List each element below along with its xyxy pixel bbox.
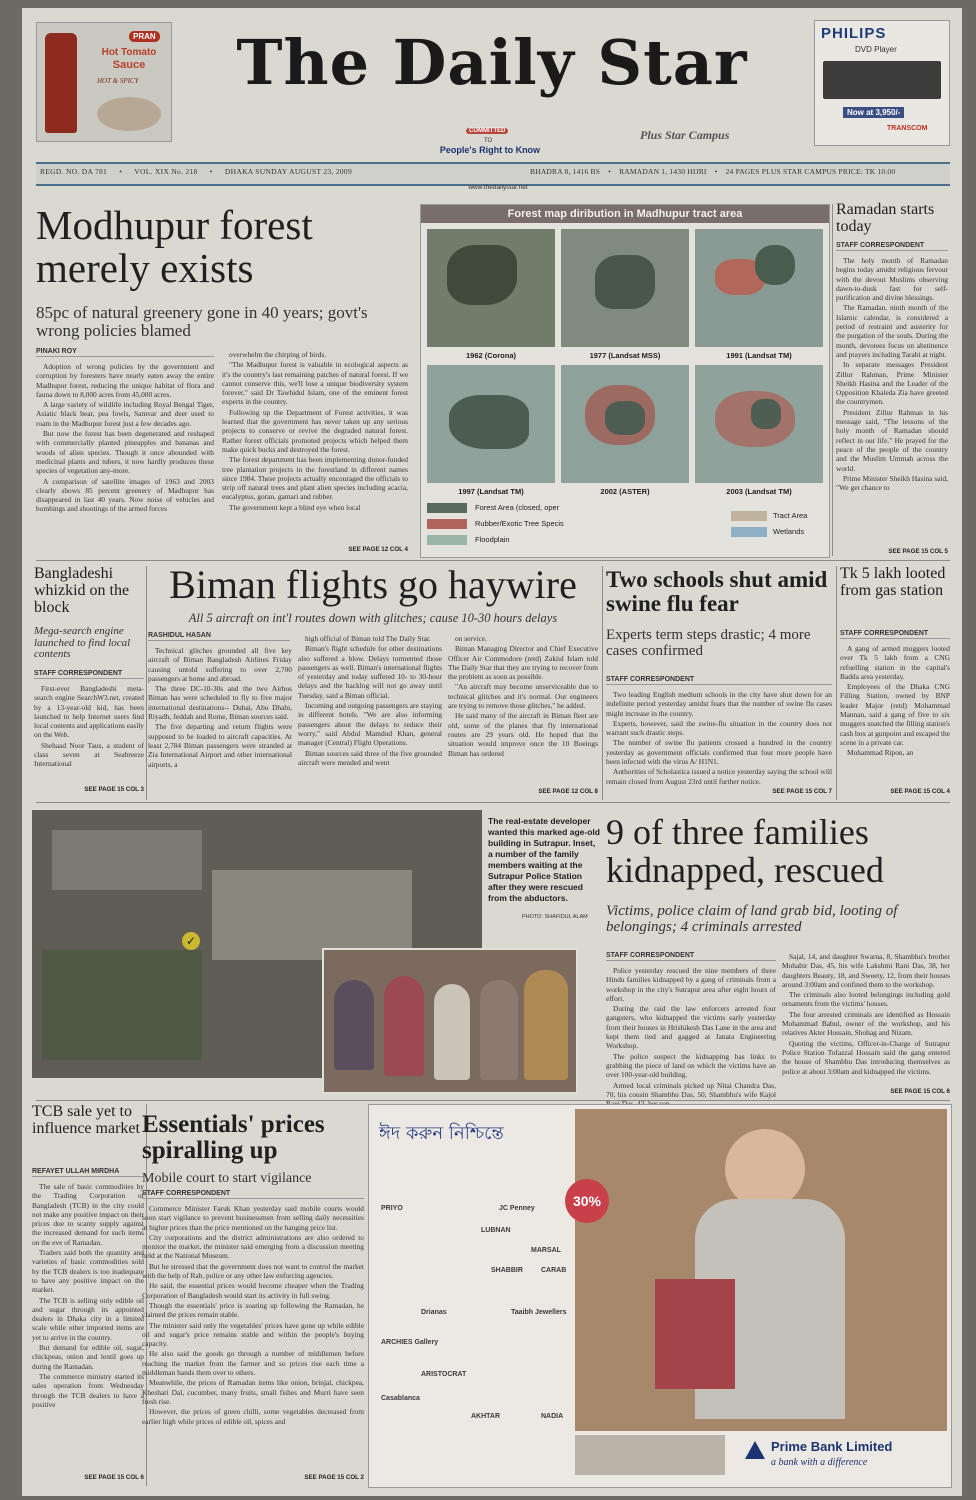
kidnap-jump-link[interactable]: SEE PAGE 15 COL 6: [890, 1088, 950, 1095]
lead-paragraph: A comparison of satellite images of 1963 and 2003 clearly shows 85 percent greenery of Madhupur has disappeared in last 40 years. Now noise of vehicles and bombings and shootings of the armed forces: [36, 476, 214, 514]
dvd-player-image: [823, 61, 941, 99]
essentials-paragraph: The minister said only the vegetables' prices have gone up while edible oil and sugar's price remains stable and within the people's buying capacity.: [142, 1320, 364, 1349]
tk5-paragraph: A gang of armed muggers looted over Tk 5 lakh from a CNG refuelling station in the capital's Badda area yesterday.: [840, 644, 950, 681]
photo-credit: PHOTO: SHAFIDUL ALAM: [522, 914, 588, 920]
ad-bangla-headline: ঈদ করুন নিশ্চিন্তে: [379, 1123, 504, 1144]
ramadan-body: [836, 256, 948, 546]
brand-logo: CARAB: [541, 1267, 567, 1274]
column-divider: [836, 566, 837, 800]
lead-paragraph: A large variety of wildlife including Royal Bengal Tiger, Asiatic black bear, pea fowls, Samvar and deer used to roam in the Madhupur forest just a few decades ago.: [36, 400, 214, 428]
lead-jump-link[interactable]: SEE PAGE 12 COL 4: [348, 546, 408, 553]
lead-paragraph: Following up the Department of Forest activities, it was learned that the government has never taken up any serious projects to conserve or revive the degraded natural forest. Rather forest officials promoted projects which helped them make quick bucks and destroyed the forest.: [222, 407, 408, 454]
check-mark-icon: ✓: [182, 932, 200, 950]
whizkid-subhead: Mega-search engine launched to find local contents: [34, 625, 131, 661]
kidnap-paragraph: Quoting the victims, Officer-in-Charge of Sutrapur Police Station Tofazzal Hossain said the gang entered the house of Shambhu Das introducing themselves as police at about 3:00am and kidnapped the victims.: [782, 1038, 950, 1076]
kidnap-paragraph: The criminals also looted belongings including gold ornaments from the victims' houses.: [782, 990, 950, 1009]
essentials-paragraph: Though the essentials' price is soaring up following the Ramadan, he claimed the prices remain stable.: [142, 1300, 364, 1320]
tcb-byline: REFAYET ULLAH MIRDHA: [32, 1168, 144, 1177]
slogan-text: People's Right to Know: [439, 145, 541, 155]
prime-bank-ad: [368, 1104, 952, 1488]
prime-bank-logo-icon: [745, 1441, 765, 1459]
biman-column-2: [298, 634, 442, 788]
card-strip-image: [575, 1435, 725, 1475]
lead-paragraph: "The Madhupur forest is valuable in ecological aspects as it's the country's last remaining patches of natural forest. If we cannot conserve this, we'll lose a unique biodiversity system forever," said Dr Tawhidul Islam, one of the eminent forest experts in the country.: [222, 360, 408, 407]
biman-jump-link[interactable]: SEE PAGE 12 COL 8: [538, 788, 598, 795]
biman-paragraph: Technical glitches grounded all five key aircraft of Biman Bangladesh Airlines Friday causing untold suffering to over 2,700 passengers at home and abroad.: [148, 646, 292, 683]
biman-paragraph: Incoming and outgoing passengers are staying in different hotels. "We are also informing passengers about the delays to reduce their worry," said Abdul Mamdud Khan, general manager (Central) Flight Operations.: [298, 701, 442, 748]
legend-swatch-floodplain: [427, 535, 467, 545]
tk5-paragraph: Mohammad Ripon, an: [847, 748, 914, 758]
legend-label: Tract Area: [773, 511, 808, 520]
whizkid-byline: STAFF CORRESPONDENT: [34, 670, 144, 679]
whizkid-headline[interactable]: Bangladeshi whizkid on the block: [34, 565, 130, 616]
map-caption: 2003 (Landsat TM): [726, 487, 792, 496]
lead-paragraph: But now the forest has been degenerated and reshaped with commercially planted pineapples and bananas and woods of alien species. Though it once abounded with medicinal plants and tubers, it now hardly produces these species of vegetation any-more.: [36, 429, 214, 476]
biman-paragraph: high official of Biman told The Daily Star.: [305, 634, 431, 643]
essentials-byline: STAFF CORRESPONDENT: [142, 1190, 364, 1199]
map-panel-1991: [695, 229, 823, 347]
bank-name: Prime Bank Limited: [771, 1439, 893, 1454]
pran-logo: PRAN: [129, 31, 160, 42]
biman-subhead: All 5 aircraft on int'l routes down with glitches; cause 10-30 hours delays: [188, 611, 558, 625]
essentials-paragraph: Meanwhile, the prices of Ramadan items like onion, brinjal, chickpea, Kheshari Dal, cucumber, many fruits, small fishes and Murri have seen fresh rise.: [142, 1378, 364, 1406]
map-caption: 1997 (Landsat TM): [458, 487, 524, 496]
lead-headline[interactable]: Modhupur forest merely exists: [36, 202, 313, 292]
tcb-paragraph: Traders said both the quantity and varieties of basic commodities sold by the TCB dealers is too inadequate to have any positive impact on the market.: [32, 1248, 144, 1295]
section-divider: [36, 802, 950, 803]
tcb-paragraph: The sale of basic commodities by the Trading Corporation of Bangladesh (TCB) in the city could not make any positive impact on their prices due to scanty supply against the increased demand for such items on the eve of Ramadan.: [32, 1182, 144, 1247]
tcb-paragraph: But demand for edible oil, sugar, chickpeas, onion and lentil goes up during the Ramadan.: [32, 1343, 144, 1371]
brand-logo-grid: [381, 1205, 571, 1445]
brand-logo: Casablanca: [381, 1395, 420, 1402]
biman-paragraph: The five departing and return flights were supposed to be loaded to aircraft capacities. At least 2,784 Biman passengers were stranded at Zia International Airport and other international airports, a: [148, 722, 292, 769]
lead-paragraph: The government kept a blind eye when local: [229, 502, 361, 512]
masthead-info-bar: [36, 162, 950, 186]
philips-dvd-ad: [814, 20, 950, 146]
lead-byline: PINAKI ROY: [36, 348, 214, 357]
legend-swatch-wetlands: [731, 527, 767, 537]
biman-paragraph: Biman Managing Director and Chief Executive Officer Air Commodore (retd) Zakiul Islam told The Daily Star that they are trying to recover from the problem as soon as possible.: [448, 644, 598, 682]
lead-paragraph: Adoption of wrong policies by the government and corruption by foresters have nearly eaten away the entire Madhupur forest, reducing the unique habitat of flora and fauna down to 8,000 acres from 45,000 acres.: [36, 362, 214, 399]
bangla-date: BHADRA 8, 1416 BS: [530, 167, 601, 176]
legend-label: Rubber/Exotic Tree Specis: [475, 519, 564, 528]
slogan-committed: COMMITTED: [466, 128, 508, 134]
legend-swatch-tract: [731, 511, 767, 521]
tcb-paragraph: The TCB is selling only edible oil and sugar through its appointed dealers in Dhaka city in a limited scale while other imported items are yet to arrive in the country.: [32, 1295, 144, 1342]
map-caption: 1962 (Corona): [465, 351, 516, 360]
photo-caption: The real-estate developer wanted this marked age-old building in Sutrapur. Inset, a number of the family members waiting at the Sutrapur Police Station after they were rescued from the abductors.: [488, 816, 600, 903]
ad-tagline: HOT & SPICY: [97, 77, 139, 85]
ad-product-line2: Sauce: [112, 59, 146, 71]
website-link[interactable]: www.thedailystar.net: [468, 184, 528, 191]
biman-paragraph: "An aircraft may become unserviceable due to technical glitches and it's normal. Our engineers are trying to remove those glitches," he added.: [448, 682, 598, 711]
kidnap-paragraph: The four arrested criminals are identified as Hossain Mohammad Babul, owner of the workshop, and his relatives Akter Hossain, Shohag and Nizam.: [782, 1009, 950, 1038]
brand-logo: ARISTOCRAT: [421, 1371, 467, 1378]
section-divider: [36, 1100, 950, 1101]
biman-paragraph: The three DC-10-30s and the two Airbus Biman has were scheduled to fly to five major international destinations-- Dubai, Abu Dhabi, Riyadh, Jeddah and Rome, Biman sources said.: [148, 684, 292, 722]
brand-logo: PRIYO: [381, 1205, 403, 1212]
brand-logo: SHABBIR: [491, 1267, 523, 1274]
schools-body: [606, 690, 832, 786]
map-caption: 2002 (ASTER): [600, 487, 650, 496]
essentials-paragraph: But he stressed that the government does not want to control the market with the help of Rab, police or any other law enforcing agencies.: [142, 1261, 364, 1281]
legend-swatch-forest: [427, 503, 467, 513]
kidnap-column-2: [782, 952, 950, 1086]
legend-label: Forest Area (closed, oper: [475, 503, 560, 512]
ramadan-jump-link[interactable]: SEE PAGE 15 COL 5: [888, 548, 948, 555]
biman-column-1: [148, 646, 292, 788]
column-divider: [832, 204, 833, 556]
whizkid-paragraph: First-ever Bangladeshi meta-search engine SearchW3.net, created by a 13-year-old kid, has been launched to help Internet users find local contents and applications easily on the Web.: [34, 684, 145, 740]
biman-headline[interactable]: Biman flights go haywire: [169, 562, 577, 607]
schools-paragraph: Authorities of Scholastica issued a notice yesterday saying the school will remain closed from August 23rd until further notice.: [606, 767, 832, 786]
masthead-title: The Daily Star: [236, 26, 748, 99]
kidnap-paragraph: The police suspect the kidnapping has links to grabbing the piece of land on which the victims have an over 100-year-old building.: [606, 1051, 776, 1080]
map-panel-1997: [427, 365, 555, 483]
biman-column-3: [448, 634, 598, 788]
schools-jump-link[interactable]: SEE PAGE 15 COL 7: [772, 788, 832, 795]
forest-map-graphic: [420, 204, 830, 558]
schools-paragraph: Experts, however, said the swine-flu situation in the country does not warrant such drastic steps.: [606, 718, 832, 738]
ad-product-line1: Hot Tomato: [101, 47, 157, 58]
whizkid-body: [34, 684, 144, 784]
schools-subhead: Experts term steps drastic; 4 more cases confirmed: [606, 627, 811, 659]
tk5-jump-link[interactable]: SEE PAGE 15 COL 4: [890, 788, 950, 795]
legend-label: Wetlands: [773, 527, 805, 536]
ramadan-paragraph: President Zillur Rahman in his message said, "The lessons of the holy month of Ramadan should reflect in our life." He prayed for the peace of the people of the country and the Muslim Ummah across the world.: [836, 407, 948, 473]
essentials-paragraph: City corporations and the district administrations are also ordered to monitor the market, the minister said emerging from a discussion meeting held at the National Museum.: [142, 1232, 364, 1261]
family-inset-photo: [322, 948, 578, 1094]
brand-logo: AKHTAR: [471, 1413, 501, 1420]
newspaper-page: [22, 8, 962, 1496]
legend-label: Floodplain: [475, 535, 510, 544]
brand-logo: MARSAL: [531, 1247, 561, 1254]
map-caption: 1991 (Landsat TM): [726, 351, 792, 360]
map-panel-1977: [561, 229, 689, 347]
kidnap-subhead: Victims, police claim of land grab bid, looting of belongings; 4 criminals arrested: [606, 903, 898, 935]
schools-paragraph: The number of swine flu patients crossed a hundred in the country yesterday as government officials confirmed that four more people have been infected with the virus A/ H1N1.: [606, 738, 832, 767]
shopping-woman-photo: [575, 1109, 947, 1431]
lead-paragraph: overwhelm the chirping of birds.: [229, 350, 327, 359]
volume-number: VOL. XIX No. 218: [134, 167, 198, 176]
tcb-headline[interactable]: TCB sale yet to influence market: [32, 1103, 140, 1137]
biman-paragraph: Biman's flight schedule for other destinations also suffered a blow. Delays tormented those passengers as well. Biman's international flights of yesterday and today suffered 10- to 30-hour delays and the backlog will not go away until Tuesday, said a Biman official.: [298, 644, 442, 700]
legend-swatch-rubber: [427, 519, 467, 529]
brand-logo: Taaibh Jewellers: [511, 1309, 567, 1316]
brand-logo: LUBNAN: [481, 1227, 511, 1234]
info-bar-left: REGD. NO. DA 781 • VOL. XIX No. 218 • DHAKA SUNDAY AUGUST 23, 2009: [40, 167, 353, 176]
column-divider: [602, 566, 603, 800]
ramadan-paragraph: Prime Minister Sheikh Hasina said, "We get chance to: [836, 473, 948, 493]
sauce-bottle-image: [45, 33, 77, 133]
essentials-paragraph: He said, the essential prices would become cheaper when the Trading Corporation of Bangladesh would start its activity in full swing.: [142, 1281, 364, 1300]
ramadan-paragraph: In separate messages President Zillur Rahman, Prime Minister Sheikh Hasina and the Leader of the Opposition Khaleda Zia have greeted the countrymen.: [836, 360, 948, 407]
schools-headline[interactable]: Two schools shut amid swine flu fear: [606, 567, 828, 617]
biman-paragraph: on service.: [455, 634, 488, 643]
pran-sauce-ad: [36, 22, 172, 142]
tk5-byline: STAFF CORRESPONDENT: [840, 630, 950, 639]
kidnap-paragraph: Sajal, 14, and daughter Swarna, 8, Shambhu's brother Mohabir Das, 45, his wife Lakshmi Rani Das, 38, her daughters Beauty, 18, and Sweety, 12, from their houses around 3:00am and confined them to the workshop.: [782, 952, 950, 989]
lead-column-2: [222, 350, 408, 544]
tcb-paragraph: The commerce ministry started its sales operation from Wednesday through the TCB dealers to have a positive: [32, 1371, 144, 1409]
biman-byline: RASHIDUL HASAN: [148, 632, 290, 641]
essentials-paragraph: However, the prices of green chilli, some vegetables decreased from earlier high while prices of edible oil, spices and: [142, 1407, 364, 1426]
ramadan-paragraph: The Ramadan, ninth month of the Islamic calendar, is considered a period of restraint and austerity for the purgation of the souls. During the month, devotees focus on abstinence and prayers including Tarabi at night.: [836, 303, 948, 359]
tk5-body: [840, 644, 950, 786]
section-divider: [36, 560, 950, 561]
ad-price: Now at 3,950/-: [843, 107, 904, 118]
discount-badge: 30%: [565, 1179, 609, 1223]
map-panel-1962: [427, 229, 555, 347]
page-count-price: 24 PAGES PLUS STAR CAMPUS PRICE: TK 10.00: [725, 167, 896, 176]
philips-logo: PHILIPS: [821, 25, 887, 42]
biman-paragraph: He said many of the aircraft in Biman fleet are old, some of the planes that fly international routes are 29 years old. He hoped that the situation would improve once the 10 Boeings Biman has ordered: [448, 711, 598, 758]
map-panel-2003: [695, 365, 823, 483]
lead-column-1: [36, 362, 214, 544]
kidnap-paragraph: Police yesterday rescued the nine members of three Hindu families kidnapped by a gang of criminals from a workshop in the city's Sutrapur area after eight hours of effort.: [606, 966, 776, 1003]
ramadan-headline[interactable]: Ramadan starts today: [836, 201, 935, 235]
kidnap-headline[interactable]: 9 of three families kidnapped, rescued: [606, 812, 884, 890]
map-caption: 1977 (Landsat MSS): [589, 351, 661, 360]
map-panel-2002: [561, 365, 689, 483]
tcb-jump-link[interactable]: SEE PAGE 15 COL 6: [84, 1474, 144, 1481]
lead-subhead: 85pc of natural greenery gone in 40 years; govt's wrong policies blamed: [36, 303, 368, 340]
kidnap-column-1: [606, 966, 776, 1099]
issue-date: DHAKA SUNDAY AUGUST 23, 2009: [224, 167, 353, 176]
essentials-subhead: Mobile court to start vigilance: [142, 1171, 312, 1186]
kidnap-paragraph: Armed local criminals picked up Nitai Chandra Das, 70, his cousin Shambhu Das, 50, Shambhu's wife Kajol: [606, 1080, 776, 1099]
whizkid-jump-link[interactable]: SEE PAGE 15 COL 3: [84, 786, 144, 793]
whizkid-paragraph: Shehaad Noor Taus, a student of class seven at Seabreeze International: [34, 740, 144, 769]
essentials-jump-link[interactable]: SEE PAGE 15 COL 2: [304, 1474, 364, 1481]
brand-logo: NADIA: [541, 1413, 564, 1420]
essentials-paragraph: Commerce Minister Faruk Khan yesterday said mobile courts would soon start vigilance to prevent businessmen from selling daily necessities at higher prices than the price mentioned on the hanging price list.: [142, 1204, 364, 1232]
masthead-subtitle: Plus Star Campus: [640, 128, 730, 142]
tcb-body: [32, 1182, 144, 1472]
biman-paragraph: Biman sources said three of the five grounded aircraft were mended and went: [298, 748, 442, 767]
slogan-to: TO: [484, 138, 493, 144]
essentials-body: [142, 1204, 364, 1472]
tk5-paragraph: Employees of the Dhaka CNG Filling Station, owned by BNP leader Major (retd) Mohammad Mannan, said a gang of five to six muggers snatched the filling station's cash box at gunpoint and escaped the scene in a private car.: [840, 682, 951, 747]
essentials-headline[interactable]: Essentials' prices spiralling up: [142, 1111, 325, 1165]
ramadan-paragraph: The holy month of Ramadan begins today amidst religious fervour with the devout Muslims observing dawn-to-dusk fast for self-purification and divine blessings.: [836, 256, 948, 303]
brand-logo: ARCHIES Gallery: [381, 1339, 439, 1346]
lead-paragraph: The forest department has been implementing donor-funded tree plantation projects in the forestland in different names since 1984. These projects actually encouraged the officials to strip off natural trees and plant alien species including acacia, eucalyptus, goran, gamari and rubber.: [222, 455, 408, 502]
schools-byline: STAFF CORRESPONDENT: [606, 676, 832, 685]
essentials-paragraph: He also said the goods go through a number of middlemen before reaching the market from the farmer and so prices rise each time a middleman hands them over to others.: [142, 1349, 364, 1378]
schools-paragraph: Two leading English medium schools in the city have shut down for an indefinite period yesterday amidst fears that the number of swine flu cases might increase in the country.: [606, 690, 832, 718]
registration-number: REGD. NO. DA 781: [40, 167, 108, 176]
transcom-logo: TRANSCOM: [887, 125, 928, 132]
ramadan-byline: STAFF CORRESPONDENT: [836, 242, 948, 251]
info-bar-right: BHADRA 8, 1416 BS • RAMADAN 1, 1430 HIJRI • 24 PAGES PLUS STAR CAMPUS PRICE: TK 10.00: [530, 167, 896, 176]
kidnap-paragraph: During the raid the law enforcers arrested four gangsters, who kidnapped the victims early yesterday from their houses in Hrishikesh Das Lane in the area and kept them tied and gagged at Janata Engineering Workshop.: [606, 1004, 776, 1051]
hijri-date: RAMADAN 1, 1430 HIJRI: [619, 167, 707, 176]
map-title: Forest map diribution in Madhupur tract area: [421, 205, 829, 223]
kidnap-byline: STAFF CORRESPONDENT: [606, 952, 776, 961]
bank-tagline: a bank with a difference: [771, 1457, 868, 1468]
tk5-headline[interactable]: Tk 5 lakh looted from gas station: [840, 565, 946, 599]
food-plate-image: [97, 97, 161, 131]
brand-logo: Drianas: [421, 1309, 447, 1316]
ad-product-name: DVD Player: [855, 45, 897, 54]
brand-logo: JC Penney: [499, 1205, 535, 1212]
